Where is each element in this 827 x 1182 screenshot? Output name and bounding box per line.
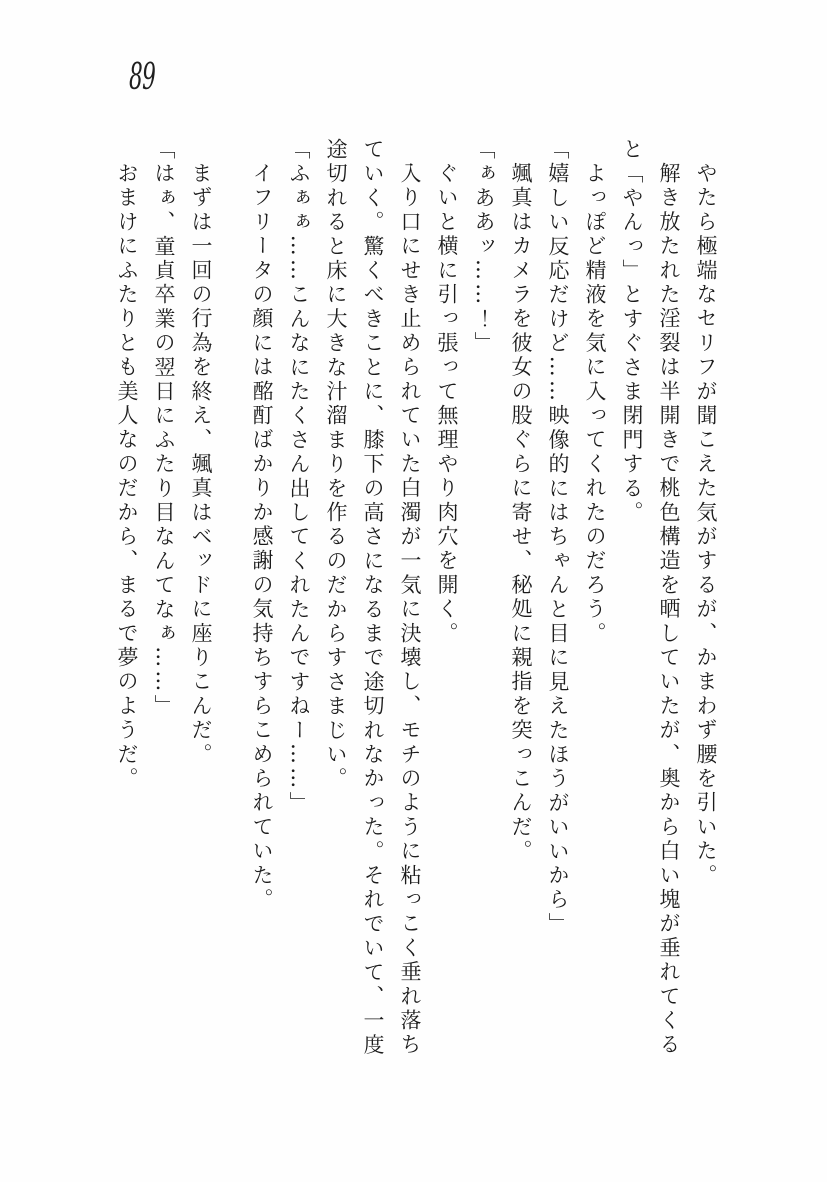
text-column: 「ふぁぁ……こんなにたくさん出してくれたんですねー……」	[287, 138, 311, 816]
text-column: 途切れると床に大きな汁溜まりを作るのだからすさまじい。	[324, 138, 348, 792]
scene-1	[243, 138, 724, 1060]
text-column: 颯真はカメラを彼女の股ぐらに寄せ、秘処に親指を突っこんだ。	[509, 162, 533, 864]
text-column: やたら極端なセリフが聞こえた気がするが、かまわず腰を引いた。	[694, 162, 718, 889]
text-column: ぐいと横に引っ張って無理やり肉穴を開く。	[435, 162, 459, 647]
text-column: ていく。驚くべきことに、膝下の高さになるまで途切れなかった。それでいて、一度	[361, 138, 385, 1058]
page-number: 89	[129, 57, 156, 98]
text-column: 「ぁああッ……！」	[472, 138, 496, 356]
text-column: 解き放たれた淫裂は半開きで桃色構造を晒していたが、奥から白い塊が垂れてくる	[657, 162, 681, 1058]
text-column: 「はぁ、童貞卒業の翌日にふたり目なんてなぁ……」	[152, 138, 176, 719]
text-body	[108, 138, 724, 1060]
text-column: と「やんっ」とすぐさま閉門する。	[620, 138, 644, 526]
scene-2	[108, 138, 219, 1060]
text-column: 入り口にせき止められていた白濁が一気に決壊し、モチのように粘っこく垂れ落ち	[398, 162, 422, 1058]
text-column: おまけにふたりとも美人なのだから、まるで夢のようだ。	[115, 162, 139, 792]
text-column: まずは一回の行為を終え、颯真はベッドに座りこんだ。	[189, 162, 213, 768]
text-column: イフリータの顔には酩酊ばかりか感謝の気持ちすらこめられていた。	[250, 162, 274, 913]
text-column: 「嬉しい反応だけど……映像的にはちゃんと目に見えたほうがいいから」	[546, 138, 570, 937]
text-column: よっぽど精液を気に入ってくれたのだろう。	[583, 162, 607, 647]
